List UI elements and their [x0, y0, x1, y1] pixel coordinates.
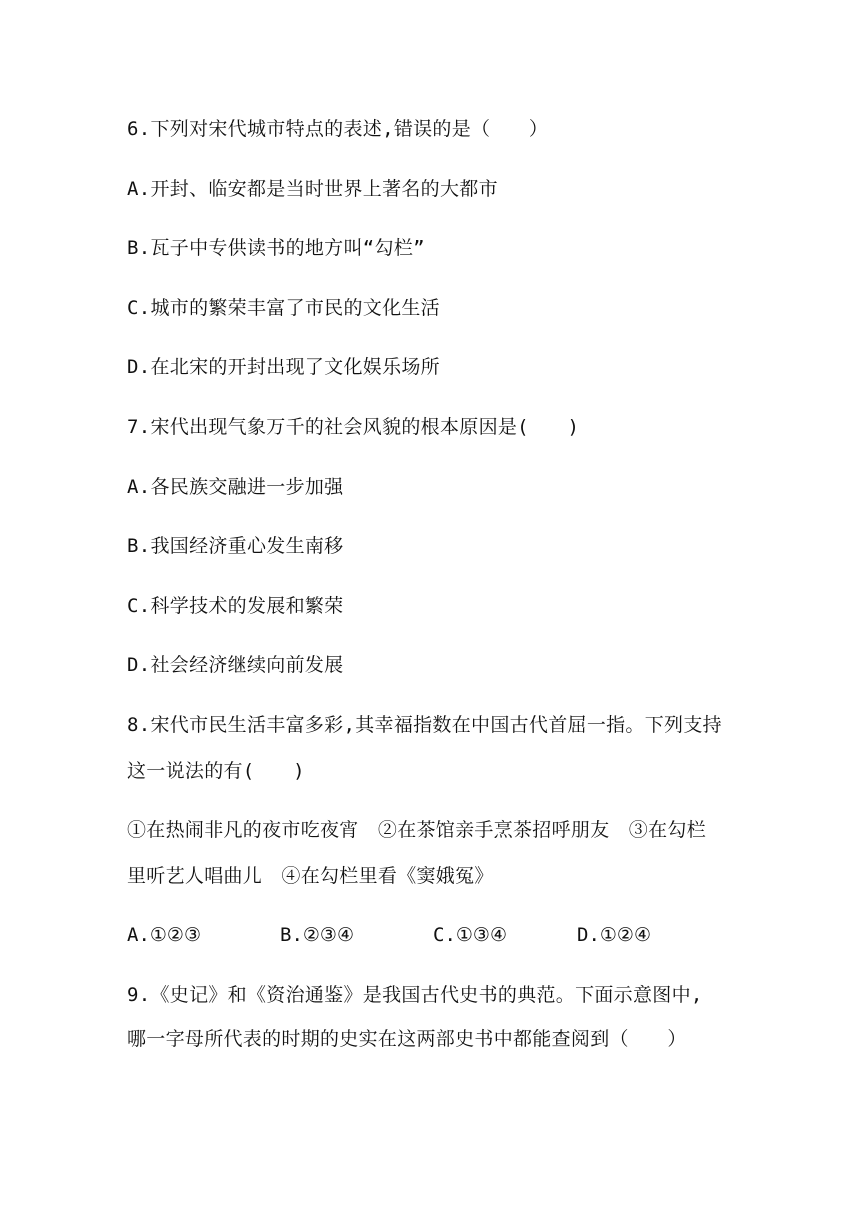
q9-stem-line1: 9.《史记》和《资治通鉴》是我国古代史书的典范。下面示意图中,: [127, 984, 703, 1006]
q7-option-b: B.我国经济重心发生南移: [127, 535, 344, 557]
q6-option-b: B.瓦子中专供读书的地方叫“勾栏”: [127, 237, 425, 259]
q8-option-c: C.①③④: [433, 924, 507, 946]
q7-option-c: C.科学技术的发展和繁荣: [127, 595, 344, 617]
q8-items-line2: 里听艺人唱曲儿 ④在勾栏里看《窦娥冤》: [127, 865, 494, 887]
q7-option-a: A.各民族交融进一步加强: [127, 476, 344, 498]
q6-option-a: A.开封、临安都是当时世界上著名的大都市: [127, 178, 498, 200]
q8-option-b: B.②③④: [280, 924, 354, 946]
q9-stem-line2: 哪一字母所代表的时期的史实在这两部史书中都能查阅到（ ）: [127, 1028, 687, 1050]
q6-option-d: D.在北宋的开封出现了文化娱乐场所: [127, 356, 440, 378]
q8-items-line1: ①在热闹非凡的夜市吃夜宵 ②在茶馆亲手烹茶招呼朋友 ③在勾栏: [127, 819, 707, 841]
q7-stem: 7.宋代出现气象万千的社会风貌的根本原因是( ): [127, 416, 580, 438]
q8-option-d: D.①②④: [577, 924, 651, 946]
q6-option-c: C.城市的繁荣丰富了市民的文化生活: [127, 297, 440, 319]
q8-stem-line1: 8.宋代市民生活丰富多彩,其幸福指数在中国古代首屈一指。下列支持: [127, 714, 722, 736]
q8-stem-line2: 这一说法的有( ): [127, 760, 305, 782]
q8-option-a: A.①②③: [127, 924, 201, 946]
q7-option-d: D.社会经济继续向前发展: [127, 654, 344, 676]
q6-stem: 6.下列对宋代城市特点的表述,错误的是（ ）: [127, 118, 549, 140]
